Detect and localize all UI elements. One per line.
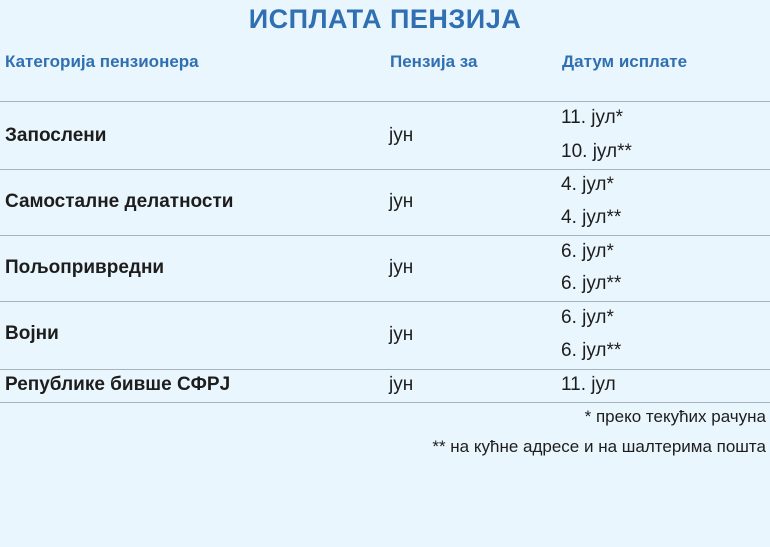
row-date: 6. јул** (561, 273, 622, 294)
row-pension-for: јун (389, 324, 414, 345)
row-category: Пољопривредни (5, 257, 165, 278)
divider (0, 402, 770, 403)
row-date: 4. јул* (561, 174, 614, 195)
row-category: Војни (5, 323, 59, 344)
table-row (0, 369, 770, 402)
row-pension-for: јун (389, 257, 414, 278)
row-pension-for: јун (389, 125, 414, 146)
table-row (0, 101, 770, 169)
row-date: 6. јул* (561, 241, 614, 262)
header-pension-for: Пензија за (390, 52, 478, 71)
footnote-double-asterisk: ** на кућне адресе и на шалтерима пошта (432, 437, 766, 456)
row-date: 4. јул** (561, 207, 622, 228)
row-date: 6. јул** (561, 340, 622, 361)
row-date: 10. јул** (561, 141, 632, 162)
row-date: 6. јул* (561, 307, 614, 328)
row-date: 11. јул (561, 374, 616, 395)
row-category: Републике бивше СФРЈ (5, 374, 231, 395)
table-row (0, 235, 770, 301)
row-category: Запослени (5, 125, 107, 146)
row-category: Самосталне делатности (5, 191, 234, 212)
footnote-single-asterisk: * преко текућих рачуна (584, 407, 766, 426)
row-date: 11. јул* (561, 107, 624, 128)
header-payment-date: Датум исплате (562, 52, 688, 71)
page-title: ИСПЛАТА ПЕНЗИЈА (248, 4, 522, 34)
table-row (0, 169, 770, 235)
table-row (0, 301, 770, 369)
header-category: Категорија пензионера (5, 52, 199, 71)
row-pension-for: јун (389, 191, 414, 212)
row-pension-for: јун (389, 374, 414, 395)
